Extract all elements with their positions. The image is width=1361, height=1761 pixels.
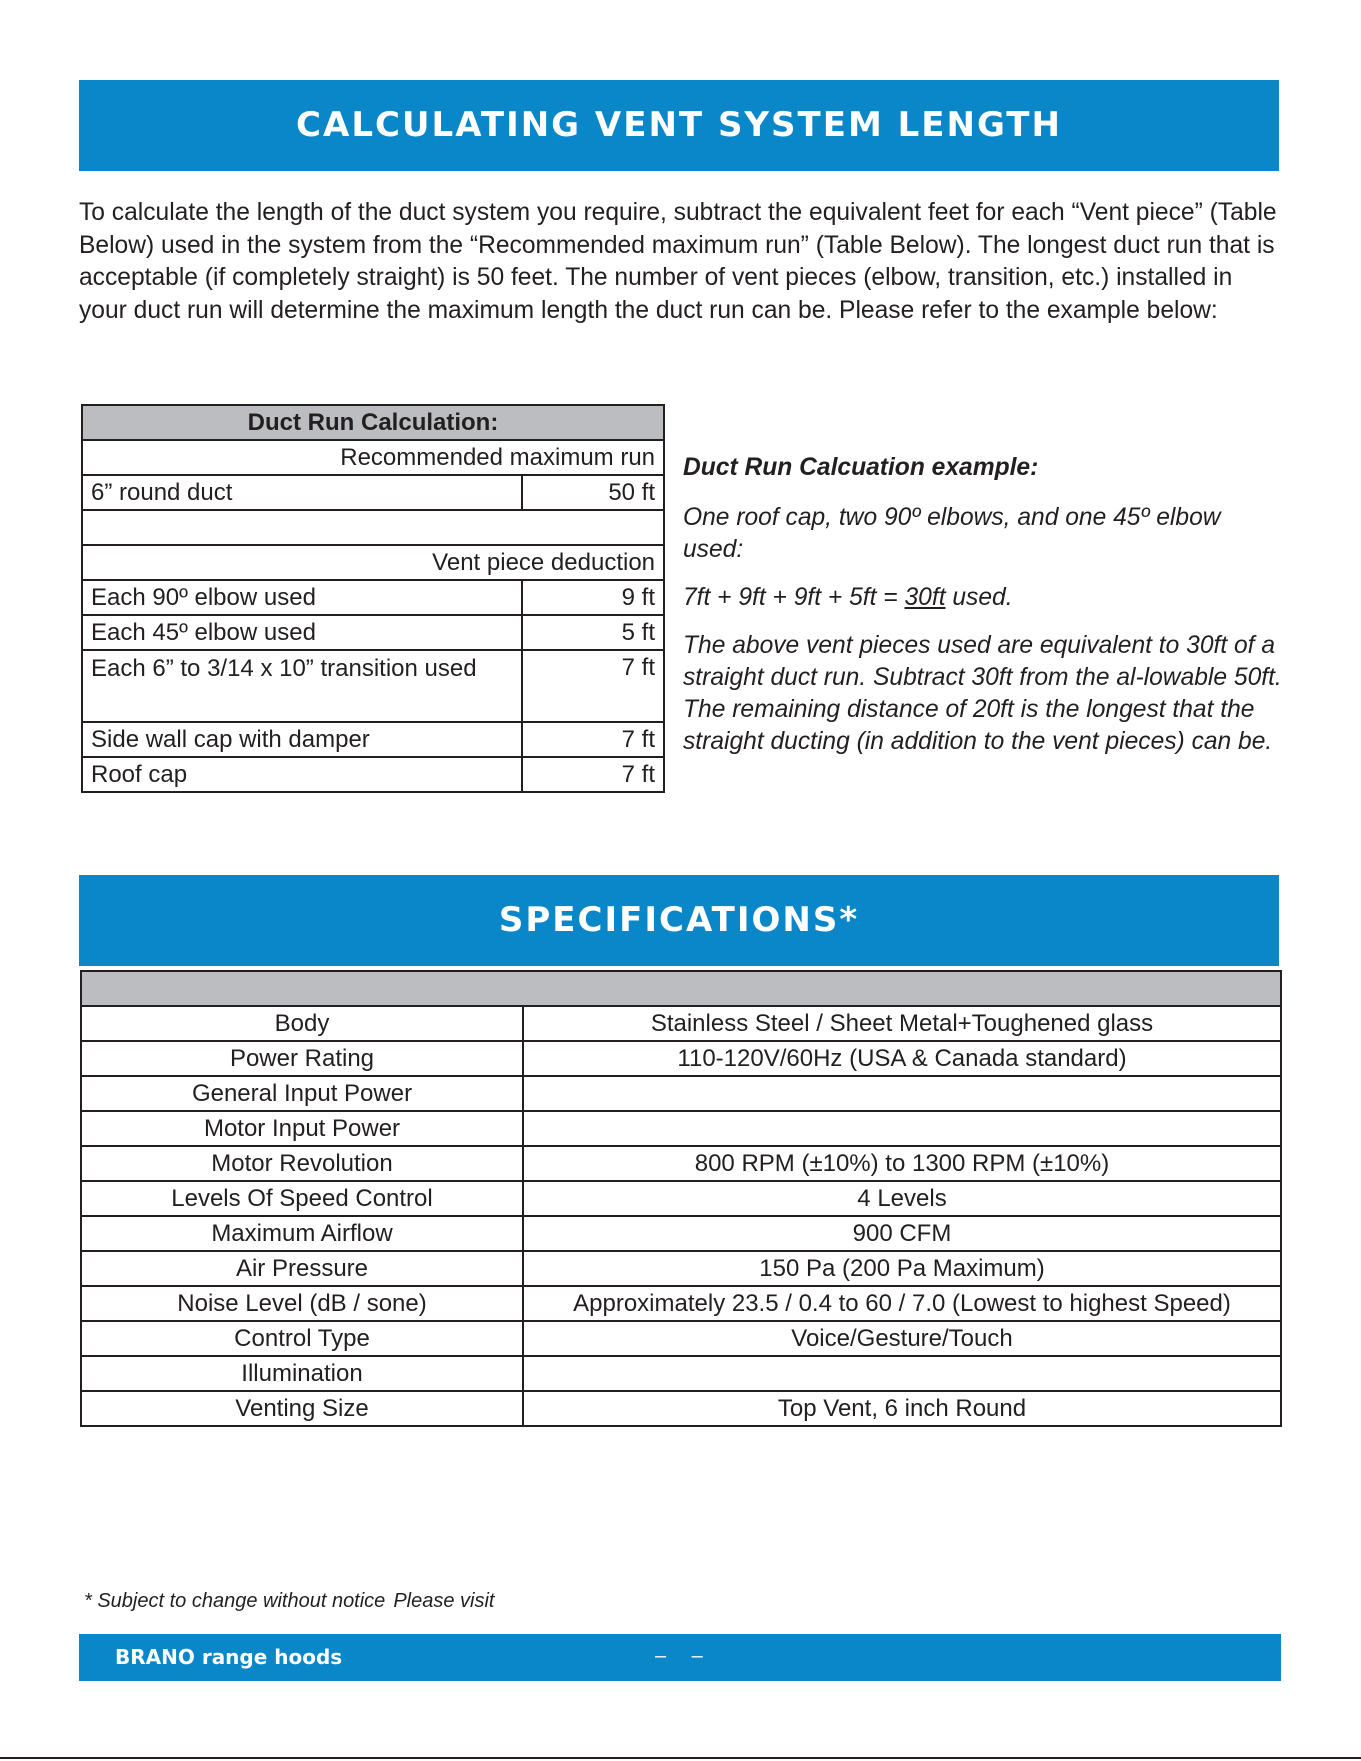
max-run-label: Recommended maximum run [82,440,664,475]
example-explanation: The above vent pieces used are equivalent to 30ft of a straight duct run. Subtract 30ft from the al-lowable 50ft. The remaining distance of 20ft is the longest that the straight ducting (in addition to the vent pieces) can be. [683,632,1282,755]
table-row [82,650,664,722]
table-row [81,1076,1281,1111]
spec-value: 900 CFM [523,1216,1281,1251]
spec-value [523,1111,1281,1146]
deduction-label: Vent piece deduction [82,545,664,580]
spec-label: Control Type [81,1321,523,1356]
max-run-row [82,440,664,475]
vent-section-title: CALCULATING VENT SYSTEM LENGTH [296,105,1062,145]
bottom-rule [0,1757,1361,1759]
footer-page-marks: – – [655,1645,713,1667]
spec-value: Top Vent, 6 inch Round [523,1391,1281,1426]
vent-section-banner [79,80,1279,171]
vent-piece-label: Each 90º elbow used [82,580,522,615]
spec-value: 800 RPM (±10%) to 1300 RPM (±10%) [523,1146,1281,1181]
spec-value: 150 Pa (200 Pa Maximum) [523,1251,1281,1286]
example-title: Duct Run Calcuation example: [683,454,1039,481]
specifications-table [80,970,1282,1427]
spec-value: Stainless Steel / Sheet Metal+Toughened glass [523,1006,1281,1041]
vent-piece-value: 9 ft [522,580,664,615]
table-row [81,1286,1281,1321]
spec-value: 4 Levels [523,1181,1281,1216]
vent-piece-label: Roof cap [82,757,522,792]
equation-result: 30ft [904,584,946,611]
spec-section-title: SPECIFICATIONS* [498,900,860,940]
round-duct-label: 6” round duct [82,475,522,510]
empty-row [82,510,664,545]
spec-label: Air Pressure [81,1251,523,1286]
spec-label: General Input Power [81,1076,523,1111]
spec-label: Venting Size [81,1391,523,1426]
spec-value: Voice/Gesture/Touch [523,1321,1281,1356]
spec-table-header-row [81,971,1281,1006]
duct-run-table [81,404,665,793]
spec-label: Illumination [81,1356,523,1391]
deduction-row [82,545,664,580]
spec-value: 110-120V/60Hz (USA & Canada standard) [523,1041,1281,1076]
table-row [81,1356,1281,1391]
spec-label: Levels Of Speed Control [81,1181,523,1216]
spec-table-header [81,971,1281,1006]
page-footer [79,1634,1281,1681]
table-row [81,1391,1281,1426]
duct-run-example [683,452,1283,774]
vent-piece-value: 7 ft [522,650,664,722]
example-equation [683,582,1283,614]
table-row [81,1216,1281,1251]
empty-cell [82,510,664,545]
footnote [84,1590,502,1613]
table-row [81,1111,1281,1146]
spec-label: Maximum Airflow [81,1216,523,1251]
table-row [82,615,664,650]
spec-value [523,1076,1281,1111]
spec-value: Approximately 23.5 / 0.4 to 60 / 7.0 (Lowest to highest Speed) [523,1286,1281,1321]
spec-label: Power Rating [81,1041,523,1076]
round-duct-row [82,475,664,510]
spec-label: Body [81,1006,523,1041]
table-row [81,1146,1281,1181]
spec-value [523,1356,1281,1391]
table-row [82,757,664,792]
table-row [81,1251,1281,1286]
vent-piece-value: 5 ft [522,615,664,650]
table-row [82,722,664,757]
vent-piece-value: 7 ft [522,757,664,792]
spec-label: Noise Level (dB / sone) [81,1286,523,1321]
equation-prefix: 7ft + 9ft + 9ft + 5ft = [683,584,905,611]
table-row [81,1321,1281,1356]
spec-label: Motor Input Power [81,1111,523,1146]
vent-piece-label: Side wall cap with damper [82,722,522,757]
table-row [82,580,664,615]
round-duct-value: 50 ft [522,475,664,510]
spec-section-banner [79,875,1279,966]
example-line: One roof cap, two 90º elbows, and one 45º elbow used: [683,504,1221,563]
vent-piece-label: Each 45º elbow used [82,615,522,650]
spec-label: Motor Revolution [81,1146,523,1181]
vent-intro-paragraph: To calculate the length of the duct system you require, subtract the equivalent feet for each “Vent piece” (Table Below) used in the system from the “Recommended maximum run” (Table Below). The longest duct run that is acceptable (if completely straight) is 50 feet. The number of vent pieces (elbow, transition, etc.) installed in your duct run will determine the maximum length the duct run can be. Please refer to the example below: [79,199,1277,324]
vent-piece-label: Each 6” to 3/14 x 10” transition used [82,650,522,722]
equation-suffix: used. [945,584,1013,611]
table-row [81,1006,1281,1041]
vent-piece-value: 7 ft [522,722,664,757]
table-row [81,1041,1281,1076]
footnote-visit: Please visit [393,1590,495,1612]
footer-brand: BRANO range hoods [115,1645,343,1669]
footnote-disclaimer: * Subject to change without notice [84,1590,386,1612]
duct-table-header-row [82,405,664,440]
duct-table-header: Duct Run Calculation: [82,405,664,440]
table-row [81,1181,1281,1216]
